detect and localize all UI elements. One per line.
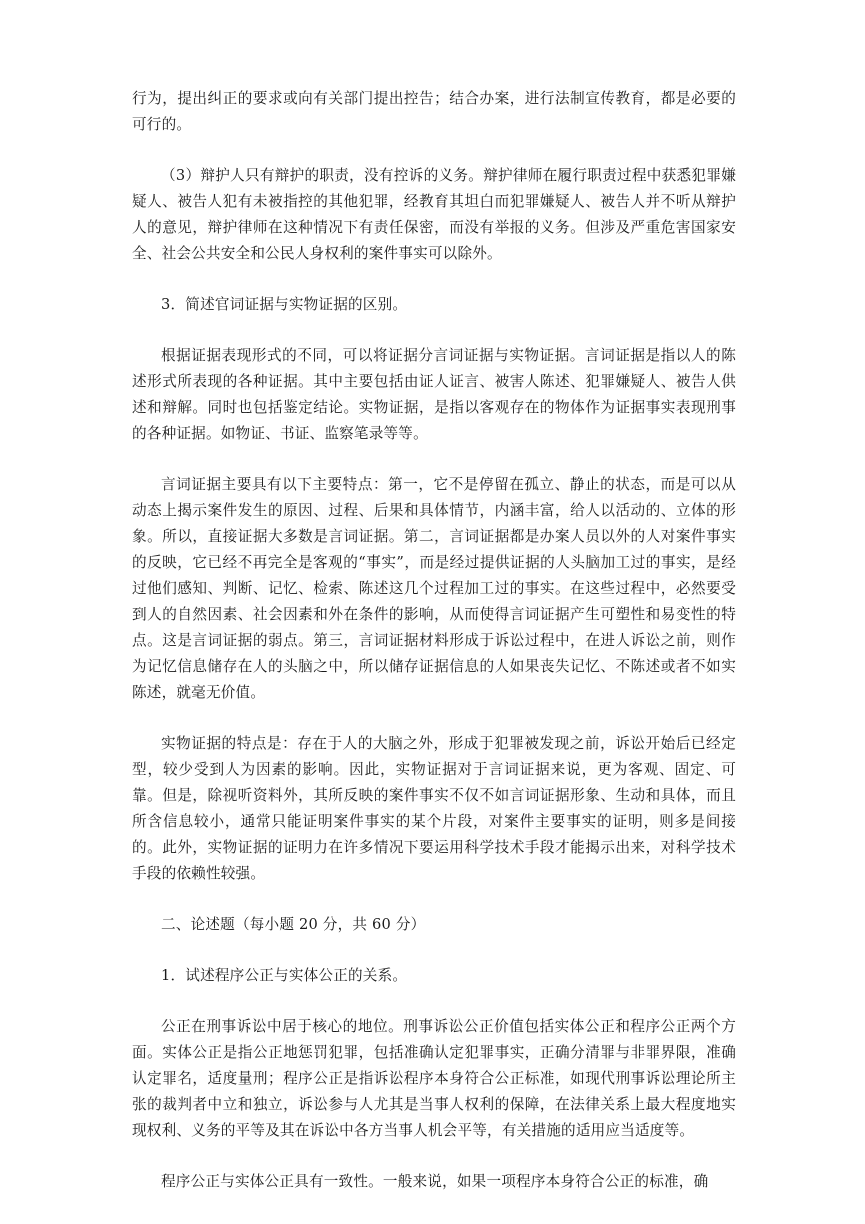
paragraph-justice-core: 公正在刑事诉讼中居于核心的地位。刑事诉讼公正价值包括实体公正和程序公正两个方面。实体公正是指公正地惩罚犯罪，包括准确认定犯罪事实，正确分清罪与非罪界限，准确认定罪名，适度量刑；程序公正是指诉讼程序本身符合公正标准，如现代刑事诉讼理论所主张的裁判者中立和独立，诉讼参与人尤其是当事人权利的保障，在法律关系上最大程度地实现权利、义务的平等及其在诉讼中各方当事人机会平等，有关措施的适用应当适度等。 — [132, 1018, 736, 1139]
paragraph-physical-evidence: 实物证据的特点是：存在于人的大脑之外，形成于犯罪被发现之前，诉讼开始后已经定型，较少受到人为因素的影响。因此，实物证据对于言词证据来说，更为客观、固定、可靠。但是，除视听资料外，其所反映的案件事实不仅不如言词证据形象、生动和具体，而且所含信息较小，通常只能证明案件事实的某个片段，对案件主要事实的证明，则多是间接的。此外，实物证据的证明力在许多情况下要运用科学技术手段才能揭示出来，对科学技术手段的依赖性较强。 — [132, 735, 736, 882]
paragraph-defender-duty: （3）辩护人只有辩护的职责，没有控诉的义务。辩护律师在履行职责过程中获悉犯罪嫌疑人、被告人犯有未被指控的其他犯罪，经教育其坦白而犯罪嫌疑人、被告人并不听从辩护人的意见，辩护律师在这种情况下有责任保密，而没有举报的义务。但涉及严重危害国家安全、社会公共安全和公民人身权利的案件事实可以除外。 — [132, 167, 736, 262]
paragraph-evidence-classification: 根据证据表现形式的不同，可以将证据分言词证据与实物证据。言词证据是指以人的陈述形式所表现的各种证据。其中主要包括由证人证言、被害人陈述、犯罪嫌疑人、被告人供述和辩解。同时也包括鉴定结论。实物证据，是指以客观存在的物体作为证据事实表现刑事的各种证据。如物证、书证、监察笔录等等。 — [132, 347, 736, 442]
paragraph-verbal-evidence: 言词证据主要具有以下主要特点：第一，它不是停留在孤立、静止的状态，而是可以从动态上揭示案件发生的原因、过程、后果和具体情节，内涵丰富，给人以活动的、立体的形象。所以，直接证据大多数是言词证据。第二，言词证据都是办案人员以外的人对案件事实的反映，它已经不再完全是客观的“事实”，而是经过提供证据的人头脑加工过的事实，是经过他们感知、判断、记忆、检索、陈述这几个过程加工过的事实。在这些过程中，必然要受到人的自然因素、社会因素和外在条件的影响，从而使得言词证据产生可塑性和易变性的特点。这是言词证据的弱点。第三，言词证据材料形成于诉讼过程中，在进人诉讼之前，则作为记忆信息储存在人的头脑之中，所以储存证据信息的人如果丧失记忆、不陈述或者不如实陈述，就毫无价值。 — [132, 476, 736, 701]
question-heading-justice: 1．试述程序公正与实体公正的关系。 — [161, 967, 408, 984]
document-body — [132, 86, 736, 1220]
question-heading-evidence: 3．简述官词证据与实物证据的区别。 — [161, 296, 408, 313]
paragraph-justice-consistency: 程序公正与实体公正具有一致性。一般来说，如果一项程序本身符合公正的标准，确 — [161, 1173, 709, 1190]
section-heading-essay: 二、论述题（每小题 20 分，共 60 分） — [161, 916, 426, 933]
paragraph-continuation: 行为，提出纠正的要求或向有关部门提出控告；结合办案，进行法制宣传教育，都是必要的可行的。 — [132, 90, 736, 133]
